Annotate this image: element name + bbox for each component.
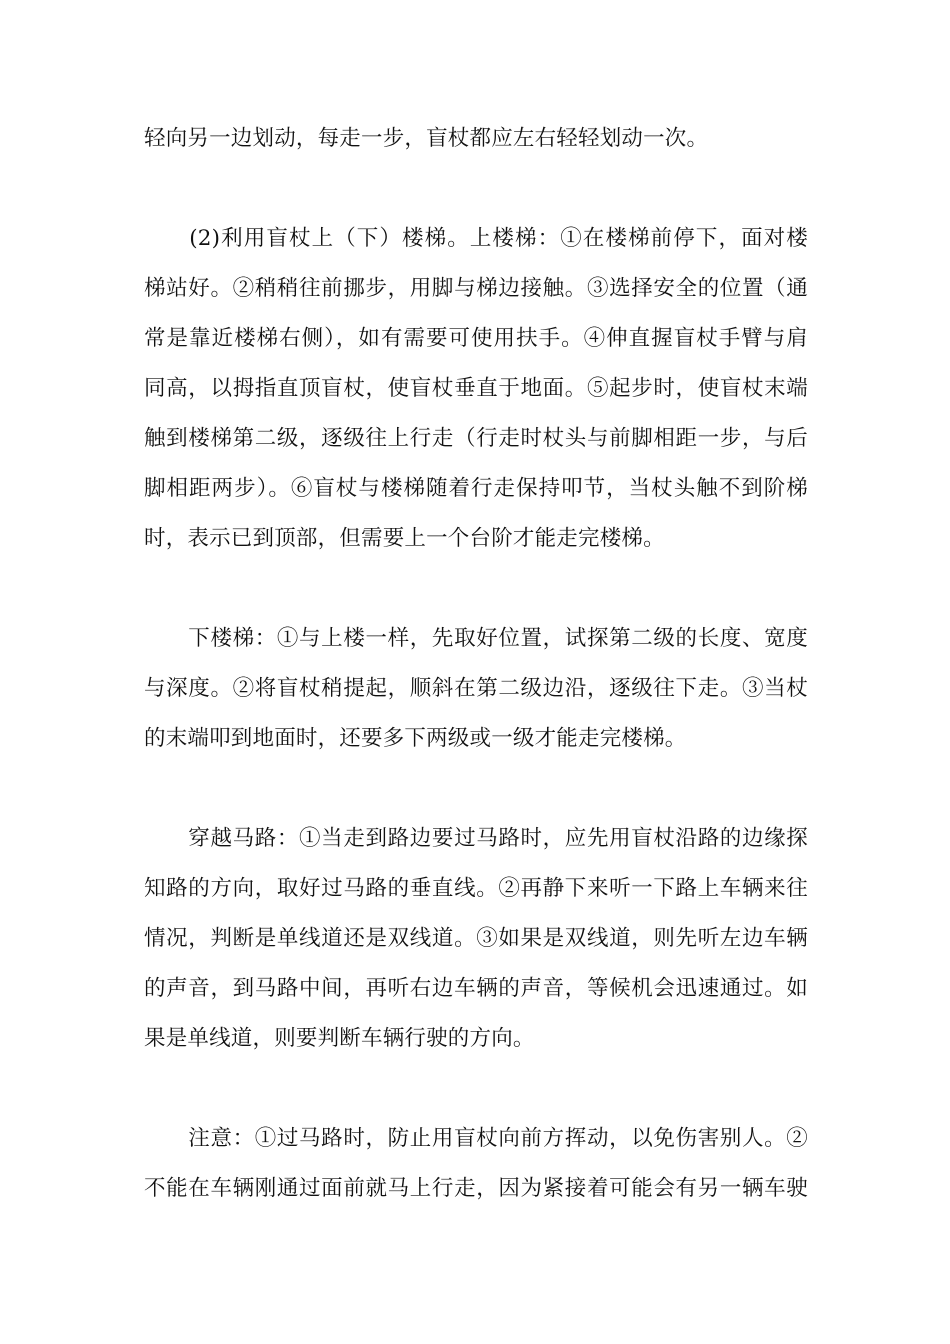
text-line: 注意：①过马路时，防止用盲杖向前方挥动，以免伤害别人。②	[144, 1126, 808, 1151]
paragraph-2-stairs-up	[144, 214, 808, 564]
text-line: 常是靠近楼梯右侧），如有需要可使用扶手。④伸直握盲杖手臂与肩	[144, 326, 808, 351]
text-line: 知路的方向，取好过马路的垂直线。②再静下来听一下路上车辆来往	[144, 876, 808, 901]
text-line: 同高，以拇指直顶盲杖，使盲杖垂直于地面。⑤起步时，使盲杖末端	[144, 376, 808, 401]
text-line: 的声音，到马路中间，再听右边车辆的声音，等候机会迅速通过。如	[144, 976, 808, 1001]
text-line: (2)利用盲杖上（下）楼梯。上楼梯：①在楼梯前停下，面对楼	[144, 226, 808, 251]
document-page	[144, 114, 808, 1264]
text-line: 梯站好。②稍稍往前挪步，用脚与梯边接触。③选择安全的位置（通	[144, 276, 808, 301]
text-line: 与深度。②将盲杖稍提起，顺斜在第二级边沿，逐级往下走。③当杖	[144, 676, 808, 701]
text-line: 下楼梯：①与上楼一样，先取好位置，试探第二级的长度、宽度	[144, 626, 808, 651]
text-line: 情况，判断是单线道还是双线道。③如果是双线道，则先听左边车辆	[144, 926, 808, 951]
text-line: 时，表示已到顶部，但需要上一个台阶才能走完楼梯。	[144, 526, 665, 551]
paragraph-4-crossing-road	[144, 814, 808, 1064]
paragraph-5-notice	[144, 1114, 808, 1214]
text-line: 穿越马路：①当走到路边要过马路时，应先用盲杖沿路的边缘探	[144, 826, 808, 851]
paragraph-3-stairs-down	[144, 614, 808, 764]
paragraph-1	[144, 114, 808, 164]
text-line: 触到楼梯第二级，逐级往上行走（行走时杖头与前脚相距一步，与后	[144, 426, 808, 451]
text-line: 的末端叩到地面时，还要多下两级或一级才能走完楼梯。	[144, 726, 687, 751]
text-line: 不能在车辆刚通过面前就马上行走，因为紧接着可能会有另一辆车驶	[144, 1176, 808, 1201]
text-line: 脚相距两步）。⑥盲杖与楼梯随着行走保持叩节，当杖头触不到阶梯	[144, 476, 808, 501]
text-line: 轻向另一边划动，每走一步，盲杖都应左右轻轻划动一次。	[144, 126, 709, 151]
text-line: 果是单线道，则要判断车辆行驶的方向。	[144, 1026, 535, 1051]
